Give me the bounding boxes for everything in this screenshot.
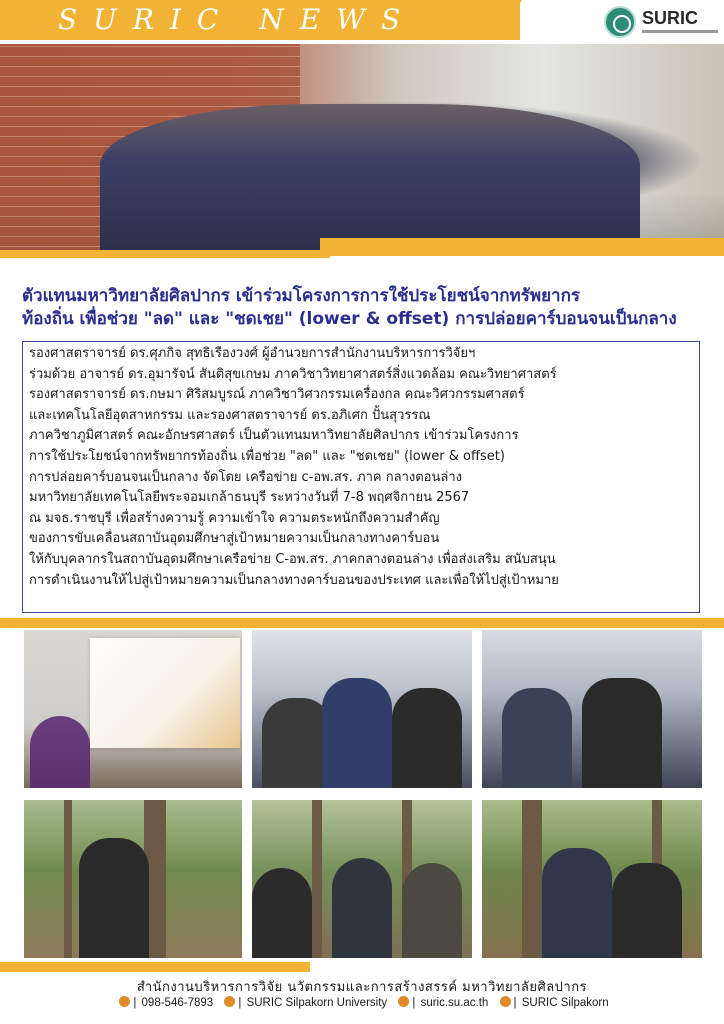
body-line: การดำเนินงานให้ไปสู่เป้าหมายความเป็นกลางทางคาร์บอนของประเทศ และเพื่อให้ไปสู่เป้าหมาย [29,572,559,588]
phone-number[interactable]: 098-546-7893 [141,997,214,1009]
body-line: รองศาสตราจารย์ ดร.กษมา ศิริสมบูรณ์ ภาควิชาวิศวกรรมเครื่องกล คณะวิศวกรรมศาสตร์ [29,387,525,403]
headline-line-2: ท้องถิ่น เพื่อช่วย "ลด" และ "ชดเชย" (lower & offset) การปล่อยคาร์บอนจนเป็นกลาง [22,309,677,329]
speaker [30,716,90,788]
body-line: ภาควิชาภูมิศาสตร์ คณะอักษรศาสตร์ เป็นตัวแทนมหาวิทยาลัยศิลปากร เข้าร่วมโครงการ [29,428,519,444]
header-band-slant [496,0,522,40]
accent-bar [0,618,724,628]
body-line: และเทคโนโลยีอุตสาหกรรม และรองศาสตราจารย์ ดร.อภิเศก ปั้นสุวรรณ [29,407,431,423]
group-photo [0,44,724,256]
logo-text: SURIC [642,8,699,28]
youtube-link[interactable]: SURIC Silpakorn [521,997,609,1009]
headline [22,285,712,331]
header [0,0,724,44]
website-link[interactable]: suric.su.ac.th [420,997,489,1009]
university-seal-icon [604,6,636,38]
logo-subtitle-line [642,30,718,33]
newsletter-title: SURIC NEWS [58,3,417,36]
photo-tree-measuring [482,800,702,958]
youtube-icon [500,996,511,1007]
body-line: มหาวิทยาลัยเทคโนโลยีพระจอมเกล้าธนบุรี ระหว่างวันที่ 7-8 พฤศจิกายน 2567 [29,490,470,506]
body-line: ของการขับเคลื่อนสถาบันอุดมศึกษาสู่เป้าหมายความเป็นกลางทางคาร์บอน [29,531,440,547]
facebook-icon [224,996,235,1007]
footer-contact: | 098-546-7893 | SURIC Silpakorn University | suric.su.ac.th | SURIC Silpakorn [0,996,724,1009]
body-line: การปล่อยคาร์บอนจนเป็นกลาง จัดโดย เครือข่าย c-อพ.สร. ภาค กลางตอนล่าง [29,469,462,485]
headline-line-1: ตัวแทนมหาวิทยาลัยศิลปากร เข้าร่วมโครงการการใช้ประโยชน์จากทรัพยากร [22,286,581,306]
photo-forest-measurement [24,800,242,958]
body-line: ให้กับบุคลากรในสถาบันอุดมศึกษาเครือข่าย C-อพ.สร. ภาคกลางตอนล่าง เพื่อส่งเสริม สนับสนุน [29,551,556,567]
body-line: รองศาสตราจารย์ ดร.ศุภกิจ สุทธิเรืองวงศ์ ผู้อำนวยการสำนักงานบริหารการวิจัยฯ [29,346,476,361]
article-body [22,341,700,613]
accent-bar [0,962,310,972]
projector-screen [90,638,240,748]
suric-logo [604,6,716,40]
accent-bar [0,250,330,258]
body-line: การใช้ประโยชน์จากทรัพยากรท้องถิ่น เพื่อช่วย "ลด" และ "ชดเชย" (lower & offset) [29,448,505,464]
phone-icon [119,996,130,1007]
footer-organization: สำนักงานบริหารการวิจัย นวัตกรรมและการสร้างสรรค์ มหาวิทยาลัยศิลปากร [136,980,588,995]
photo-seminar-audience [252,630,472,788]
accent-bar [320,238,724,256]
photo-presentation [24,630,242,788]
body-line: ร่วมด้วย อาจารย์ ดร.อุมารัจน์ สันติสุขเกษม ภาควิชาวิทยาศาสตร์สิ่งแวดล้อม คณะวิทยาศาสตร์ [29,366,557,382]
web-icon [398,996,409,1007]
photo-seminar-discussion [482,630,702,788]
group-of-participants [100,104,640,256]
body-line: ณ มจธ.ราชบุรี เพื่อสร้างความรู้ ความเข้าใจ ความตระหนักถึงความสำคัญ [29,510,440,526]
facebook-link[interactable]: SURIC Silpakorn University [246,997,388,1009]
photo-forest-field-trip [252,800,472,958]
